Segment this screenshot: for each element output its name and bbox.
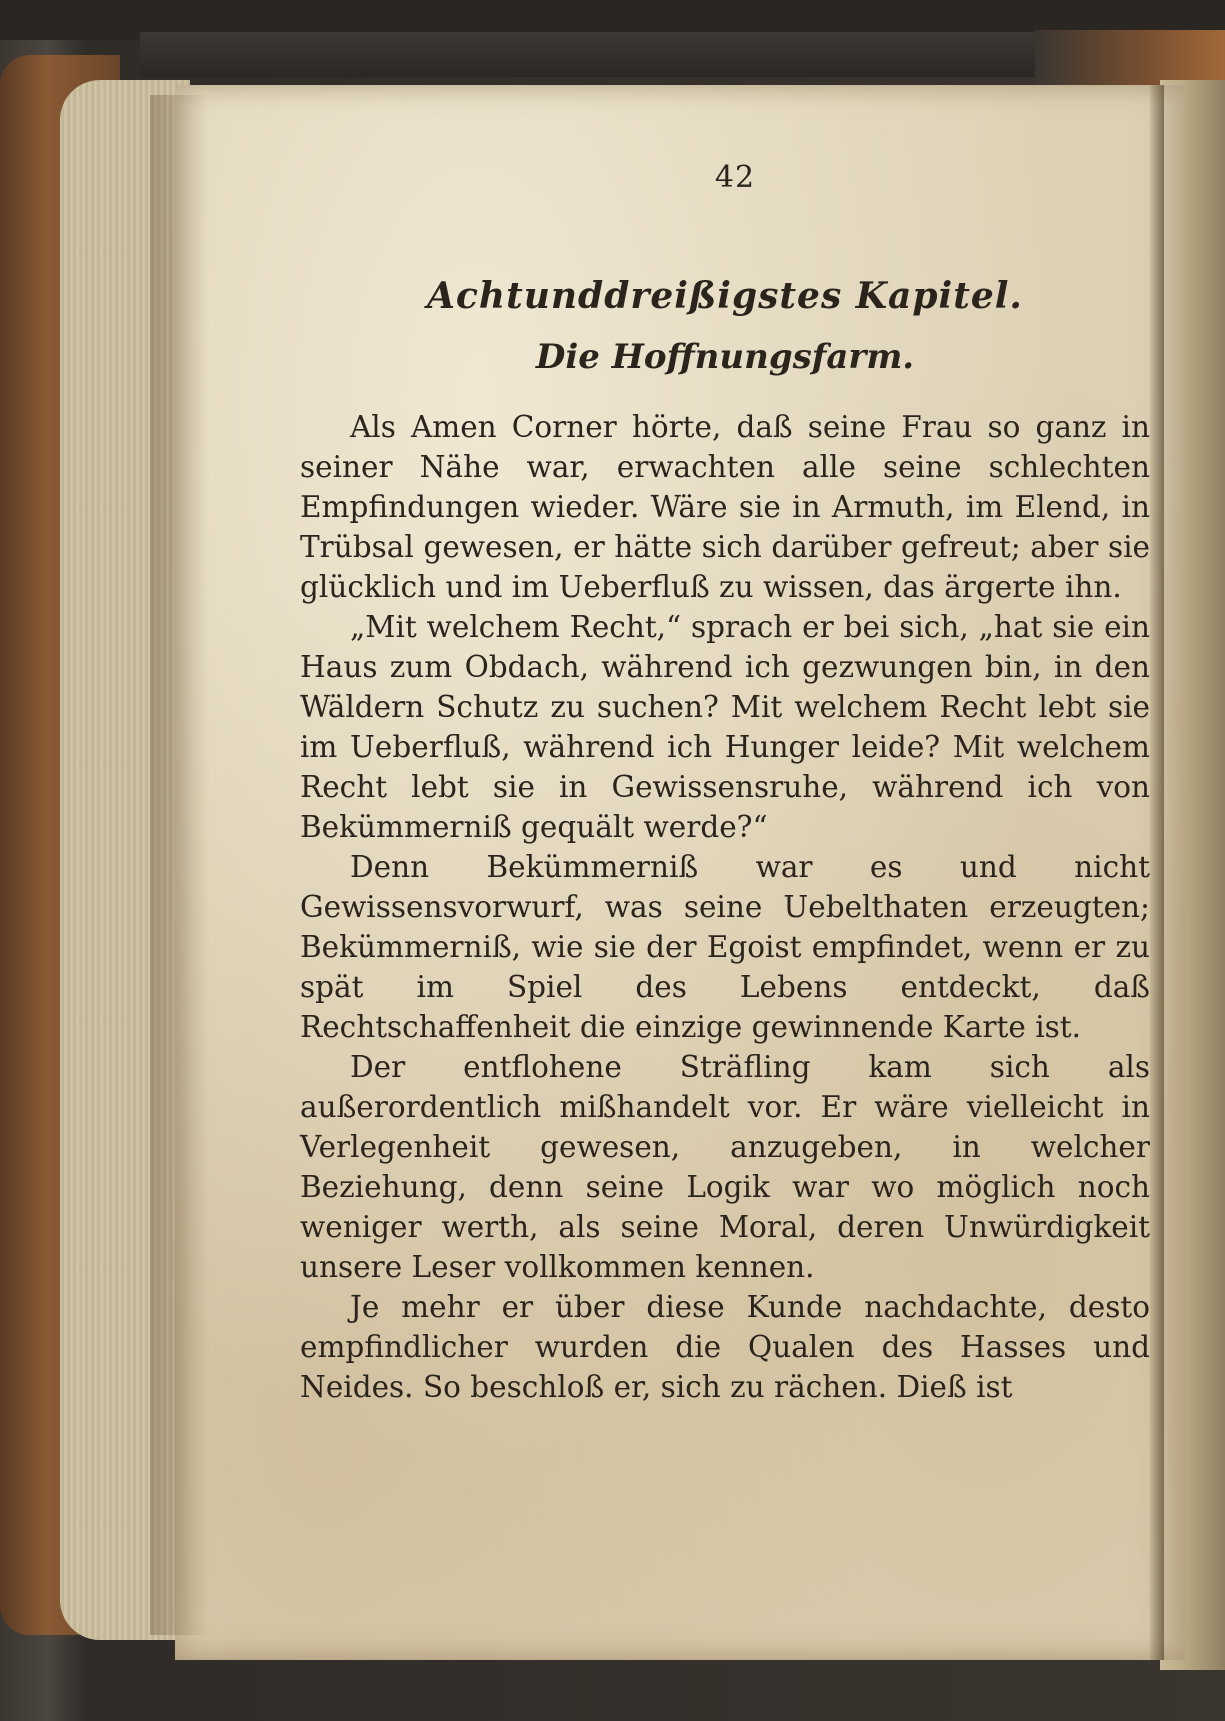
paragraph: Denn Bekümmerniß war es und nicht Gewissensvorwurf, was seine Uebelthaten erzeugten; Bekümmerniß, wie sie der Egoist empfindet, wenn er zu spät im Spiel des Lebens entdeckt, daß Rechtschaffenheit die einzige gewinnende Karte ist. <box>300 850 1150 1044</box>
chapter-title: Achtunddreißigstes Kapitel. <box>427 275 1023 317</box>
spine-gap <box>1150 85 1164 1660</box>
paragraph: „Mit welchem Recht,“ sprach er bei sich, „hat sie ein Haus zum Obdach, während ich gezwungen bin, in den Wäldern Schutz zu suchen? Mit welchem Recht lebt sie im Ueberfluß, während ich Hunger leide? Mit welchem Recht lebt sie in Gewissensruhe, während ich von Bekümmerniß gequält werde?“ <box>300 610 1150 844</box>
page-content <box>300 160 1150 1407</box>
page-gutter-shadow <box>150 95 210 1635</box>
chapter-subtitle: Die Hoffnungsfarm. <box>535 337 915 377</box>
paragraph: Je mehr er über diese Kunde nachdachte, desto empfindlicher wurden die Qualen des Hasses und Neides. So beschloß er, sich zu rächen. Dieß ist <box>300 1290 1150 1404</box>
paragraph: Als Amen Corner hörte, daß seine Frau so ganz in seiner Nähe war, erwachten alle seine schlechten Empfindungen wieder. Wäre sie in Armuth, im Elend, in Trübsal gewesen, er hätte sich darüber gefreut; aber sie glücklich und im Ueberfluß zu wissen, das ärgerte ihn. <box>300 410 1150 604</box>
paragraph: Der entflohene Sträfling kam sich als außerordentlich mißhandelt vor. Er wäre vielleicht in Verlegenheit gewesen, anzugeben, in welcher Beziehung, denn seine Logik war wo möglich noch weniger werth, als seine Moral, deren Unwürdigkeit unsere Leser vollkommen kennen. <box>300 1050 1150 1284</box>
page-number: 42 <box>714 160 756 195</box>
